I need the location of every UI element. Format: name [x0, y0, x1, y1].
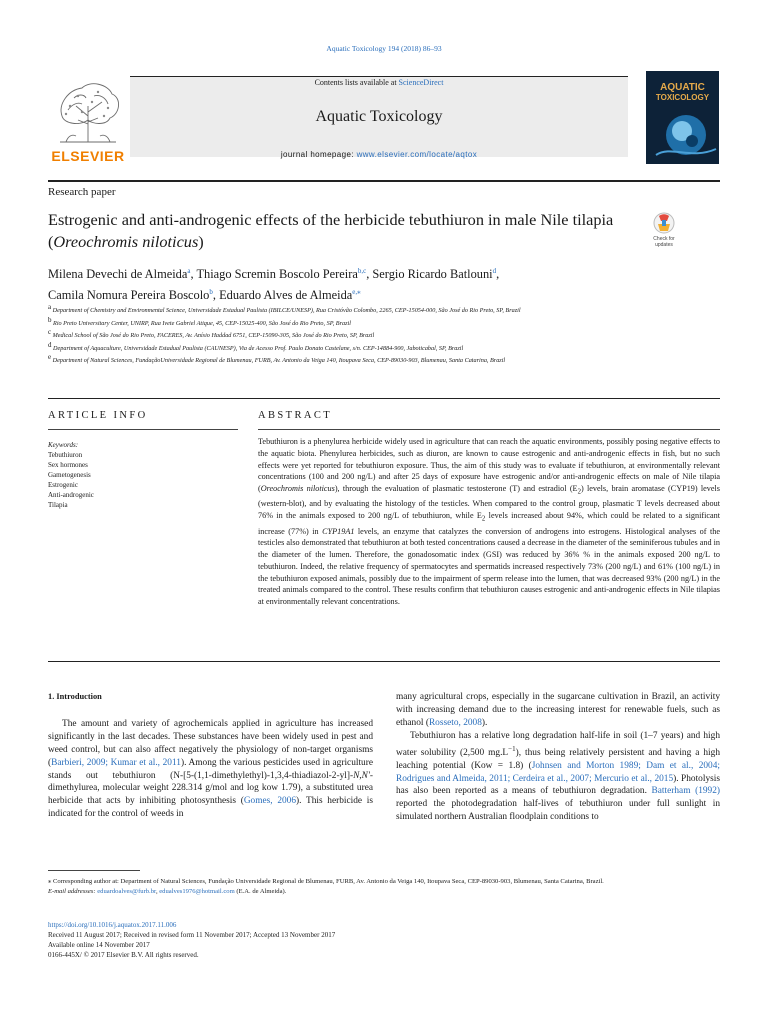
email-link[interactable]: eduardoalves@furb.br [97, 888, 156, 895]
author-name: Thiago Scremin Boscolo Pereira [196, 267, 358, 282]
abstract-part: ), through the evaluation of plasmatic testosterone (T) and estradiol (E [334, 484, 578, 493]
abstract-part: Tebuthiuron is a phenylurea herbicide widely used in agriculture that can reach the aquatic environments, possibly posing negative effects to the aquatic biota. Phenylurea herbicides, such as diuron, are known to cause estrogenic and anti-androgenic effects in fish, but no such effects were yet reported for tebuthiuron exposure. Thus, the aim of this study was to evaluate if tebuthiuron, at environmentally relevant concentrations (100 and 200 ng/L) and after 25 days of exposure have estrogenic and/or anti-androgenic effects on male of Nile tilapia ( [258, 437, 720, 493]
affiliation-mark: b [48, 315, 52, 324]
body-column-left [48, 691, 373, 821]
body-text: reported the photodegradation half-lives of tebuthiuron under full sunlight in simulated northern Australian floodplain conditions to [396, 799, 720, 823]
author-name: Sergio Ricardo Batlouni [372, 267, 493, 282]
keyword-item: Tilapia [48, 501, 68, 509]
section-rule [48, 398, 720, 399]
publisher-name: ELSEVIER [51, 148, 125, 164]
article-info-heading: ARTICLE INFO [48, 410, 148, 421]
affiliation-text: Department of Natural Sciences, FundaçãoUniversidade Regional de Blumenau, FURB, Av. Antonio da Veiga 140, Itoupava Seca, CEP-89030-903, Blumenau, Santa Catarina, Brazil [52, 357, 506, 365]
keyword-item: Anti-androgenic [48, 491, 94, 499]
available-online: Available online 14 November 2017 [48, 941, 150, 949]
body-paragraph [396, 730, 720, 824]
footnote-rule [48, 870, 140, 871]
publication-info [48, 920, 720, 960]
author-separator: , [190, 267, 197, 282]
body-text: ), thus being relatively persistent and having a high leaching potential (Kow = 1.8) ( [396, 747, 720, 771]
citation-link[interactable]: Johnsen and Morton 1989; Dam et al., 2004; Rodrigues and Almeida, 2011; Cerdeira et al., 2007; Mercurio et al., 2015 [396, 760, 720, 784]
header-rule [48, 180, 720, 182]
affiliation-text: Department of Chemistry and Environmental Science, Universidade Estadual Paulista (IBILCE/UNESP), Rua Cristóvão Colombo, 2265, CEP-15054-000, São José do Rio Preto, SP, Brazil [52, 307, 521, 315]
body-text: Tebuthiuron has a relative long degradation half-life in soil (1–7 years) and high water solubility (2,500 mg.L [396, 730, 720, 758]
cover-image-icon [646, 105, 719, 164]
title-species: Oreochromis niloticus [53, 232, 199, 251]
affiliation-text: Medical School of São José do Rio Preto, FACERES, Av. Anísio Haddad 6751, CEP-15090-305, São José do Rio Preto, SP, Brazil [52, 332, 375, 340]
body-superscript: −1 [508, 744, 516, 753]
journal-reference[interactable]: Aquatic Toxicology 194 (2018) 86–93 [326, 44, 442, 53]
abstract-text [258, 436, 720, 608]
body-text: ). This herbicide is indicated for the control of weeds in [48, 796, 373, 820]
author-separator: , [496, 267, 500, 282]
body-text: ). [481, 717, 488, 728]
affiliation-item [48, 341, 638, 354]
contents-line [130, 78, 628, 87]
email-tail: (E.A. de Almeida). [234, 888, 287, 895]
email-label: E-mail addresses: [48, 888, 96, 895]
affiliation-mark: e [48, 353, 52, 362]
author-list [48, 262, 720, 304]
contents-prefix: Contents lists available at [314, 78, 397, 87]
journal-title: Aquatic Toxicology [315, 108, 443, 125]
title-end: ) [198, 232, 204, 251]
body-text: ). Photolysis has also been reported as a means of tebuthiuron degradation. [396, 773, 720, 797]
author-separator: , [366, 267, 373, 282]
author-separator: , [212, 288, 220, 303]
title-main: Estrogenic and anti-androgenic effects of the herbicide tebuthiuron in male Nile tilapia ( [48, 210, 614, 251]
homepage-link[interactable]: www.elsevier.com/locate/aqtox [356, 150, 478, 159]
affiliation-mark: a [48, 303, 52, 311]
abstract-rule [258, 429, 720, 430]
keyword-item: Tebuthiuron [48, 451, 83, 459]
elsevier-tree-icon [48, 76, 128, 146]
abstract-part: levels increased about 94%, which could be related to a significant increase (77%) in [258, 511, 720, 536]
article-title [48, 209, 628, 253]
keyword-item: Estrogenic [48, 481, 78, 489]
journal-homepage [130, 150, 628, 159]
crossmark-button[interactable] [646, 212, 682, 252]
affiliation-item [48, 353, 638, 366]
elsevier-logo[interactable] [48, 76, 128, 164]
doi-link[interactable]: https://doi.org/10.1016/j.aquatox.2017.11.006 [48, 921, 177, 929]
corresponding-author-note: ⁎ Corresponding author at: Department of Natural Sciences, Fundação Universidade Regional de Blumenau, FURB, Av. Antonio da Veiga 140, Itoupava Seca, CEP-89030-903, Blumenau, Santa Catarina, Brazil. [48, 878, 604, 885]
affiliation-item [48, 328, 638, 341]
author-name: Eduardo Alves de Almeida [219, 288, 353, 303]
abstract-species: Oreochromis niloticus [260, 484, 335, 493]
affiliation-text: Rio Preto Universitary Center, UNIRP, Rua Ivete Gabriel Atique, 45, CEP-15025-400, São José do Rio Preto, SP, Brazil [53, 319, 351, 327]
abstract-subscript: 2 [481, 515, 486, 523]
journal-masthead [130, 72, 628, 164]
affiliation-mark: d [48, 340, 52, 349]
citation-link[interactable]: Barbieri, 2009; Kumar et al., 2011 [51, 757, 181, 768]
body-column-right [396, 691, 720, 824]
abstract-heading: ABSTRACT [258, 410, 333, 421]
keyword-item: Sex hormones [48, 461, 88, 469]
section-heading-introduction: 1. Introduction [48, 692, 102, 701]
keyword-item: Gametogenesis [48, 471, 91, 479]
affiliation-text: Department of Aquaculture, Universidade Estadual Paulista (CAUNESP), Via de Acesso Prof. Paulo Donato Castelane, s/n. CEP-14884-900, Jaboticabal, SP, Brazil [53, 344, 464, 352]
body-italic: N,N' [353, 770, 370, 781]
sciencedirect-link[interactable]: ScienceDirect [398, 78, 444, 87]
author-affiliation-mark[interactable]: a [187, 267, 191, 275]
author-affiliation-mark[interactable]: b [209, 288, 213, 297]
body-text: ). Among the various pesticides used in agriculture stands out tebuthiuron (N-[5-(1,1-dimethylethyl)-1,3,4-thiadiazol-2-yl]- [48, 757, 373, 781]
homepage-prefix: journal homepage: [280, 150, 354, 159]
abstract-gene: CYP19A1 [322, 526, 355, 536]
crossmark-label: Check for updates [653, 236, 675, 248]
body-text: -dimethylurea, molecular weight 228.314 g/mol and log kow 1.79), a substituted urea herbicide that acts by inhibiting photosynthesis ( [48, 770, 373, 807]
keywords-block [48, 440, 238, 510]
affiliation-item [48, 303, 638, 316]
email-separator: , [155, 888, 160, 895]
cover-title-line2: TOXICOLOGY [655, 93, 710, 102]
received-dates: Received 11 August 2017; Received in revised form 11 November 2017; Accepted 13 November 2017 [48, 931, 336, 939]
citation-link[interactable]: Gomes, 2006 [243, 796, 297, 807]
body-paragraph [48, 718, 373, 821]
abstract-part: levels, an enzyme that catalyzes the conversion of androgens into estrogens. Histological analyses of the testicles also demonstrated that tebuthiuron at both tested concentrations caused a decrease in the diameter of the seminiferous tubules and in the diameter of the lumen. Therefore, the gonadosomatic index (GSI) was reduced by 36% % in the animals exposed 200 ng/L to tebuthiuron. Indeed, the relative frequency of spermatocytes and spermatids increased respectively 73% (200 ng/L) and 61% (100 ng/L) in the tebuthiuron exposed animals, possibly due to the impairment of sperm release into the lumen, that was decreased 93% (200 ng/L) in the treated animals compared to the control. These results confirm that tebuthiuron causes estrogenic and anti-androgenic effects in Nile tilapias at environmentally relevant concentrations. [258, 526, 720, 607]
author-affiliation-mark[interactable]: e,⁎ [352, 288, 361, 297]
author-name: Milena Devechi de Almeida [48, 267, 188, 282]
copyright: 0166-445X/ © 2017 Elsevier B.V. All rights reserved. [48, 951, 199, 959]
author-affiliation-mark[interactable]: d [492, 267, 497, 275]
affiliations [48, 303, 638, 366]
article-info-rule [48, 429, 238, 430]
email-line [48, 887, 720, 897]
abstract-part: ) levels, brain aromatase (CYP19) levels (western-blot), and by evaluating the histology of the testicles. When compared to the control group, plasmatic T levels decreased about 76% in the animals exposed to 200 ng/L of tebuthiuron, while E [258, 484, 720, 521]
body-paragraph [396, 691, 720, 730]
body-text: The amount and variety of agrochemicals applied in agriculture has increased significantly in the last decades. These substances have been widely used in pest and weed control, but can also affect negatively the physiology of non-target organisms ( [48, 718, 373, 768]
footnotes [48, 877, 720, 897]
citation-link[interactable]: Batterham (1992) [651, 786, 720, 797]
paper-type: Research paper [48, 186, 116, 198]
author-name: Camila Nomura Pereira Boscolo [48, 288, 210, 303]
journal-cover[interactable] [646, 71, 719, 164]
crossmark-icon [646, 212, 682, 236]
cover-title-line1: AQUATIC [660, 82, 705, 93]
body-text: many agricultural crops, especially in the sugarcane cultivation in Brazil, an activity with increasing demand due to the increasing interest for renewable fuels, such as ethanol ( [396, 692, 720, 728]
citation-link[interactable]: Rosseto, 2008 [428, 717, 482, 728]
abstract-end-rule [48, 661, 720, 662]
affiliation-mark: c [48, 328, 52, 337]
abstract-subscript: 2 [577, 488, 581, 496]
affiliation-item [48, 316, 638, 329]
keywords-label: Keywords: [48, 441, 79, 449]
author-affiliation-mark[interactable]: b,c [357, 267, 367, 275]
email-link[interactable]: edualves1976@hotmail.com [159, 888, 235, 895]
